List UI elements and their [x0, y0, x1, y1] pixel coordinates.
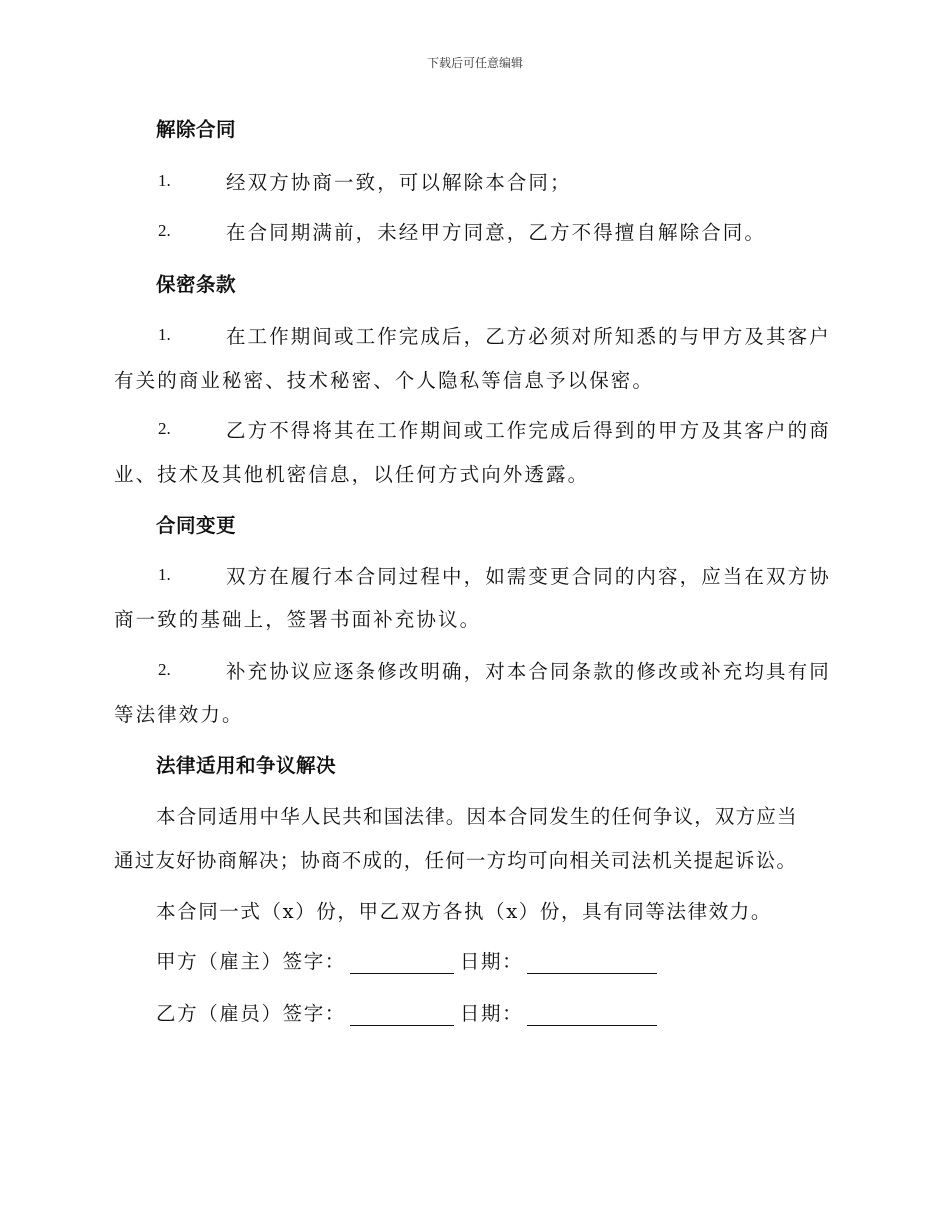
item-number: 1. — [158, 171, 171, 190]
item-number: 2. — [158, 660, 171, 679]
item-text-continued: 业、技术及其他机密信息，以任何方式向外透露。 — [114, 463, 590, 486]
item-number: 2. — [158, 419, 171, 438]
item-text: 双方在履行本合同过程中，如需变更合同的内容，应当在双方协 — [226, 565, 831, 588]
section-title-confidentiality: 保密条款 — [156, 273, 237, 296]
date-label: 日期： — [459, 950, 524, 973]
signature-label: 甲方（雇主）签字： — [156, 950, 346, 973]
section-title-termination: 解除合同 — [156, 118, 237, 141]
page-header: 下载后可任意编辑 — [426, 56, 523, 70]
section-title-amendment: 合同变更 — [156, 514, 237, 537]
item-text: 在合同期满前，未经甲方同意，乙方不得擅自解除合同。 — [226, 221, 767, 244]
item-text: 补充协议应逐条修改明确，对本合同条款的修改或补充均具有同 — [226, 660, 831, 683]
item-number: 2. — [158, 221, 171, 240]
date-blank[interactable] — [527, 953, 657, 974]
signature-row-employee — [156, 998, 663, 1026]
item-text-continued: 等法律效力。 — [114, 703, 244, 726]
section-title-governing-law: 法律适用和争议解决 — [156, 754, 337, 777]
signature-blank[interactable] — [350, 1005, 454, 1026]
signature-row-employer — [156, 946, 663, 974]
signature-blank[interactable] — [350, 953, 454, 974]
item-text: 经双方协商一致，可以解除本合同； — [226, 171, 572, 194]
date-label: 日期： — [459, 1002, 524, 1025]
copies-statement: 本合同一式（x）份，甲乙双方各执（x）份，具有同等法律效力。 — [156, 900, 772, 923]
item-text: 乙方不得将其在工作期间或工作完成后得到的甲方及其客户的商 — [226, 419, 831, 442]
item-number: 1. — [158, 325, 171, 344]
item-number: 1. — [158, 565, 171, 584]
item-text-continued: 有关的商业秘密、技术秘密、个人隐私等信息予以保密。 — [114, 369, 655, 392]
date-blank[interactable] — [527, 1005, 657, 1026]
paragraph-line: 通过友好协商解决；协商不成的，任何一方均可向相关司法机关提起诉讼。 — [114, 849, 798, 872]
item-text-continued: 商一致的基础上，签署书面补充协议。 — [114, 608, 482, 631]
item-text: 在工作期间或工作完成后，乙方必须对所知悉的与甲方及其客户 — [226, 325, 831, 348]
paragraph-line: 本合同适用中华人民共和国法律。因本合同发生的任何争议，双方应当 — [156, 805, 798, 828]
signature-label: 乙方（雇员）签字： — [156, 1002, 346, 1025]
